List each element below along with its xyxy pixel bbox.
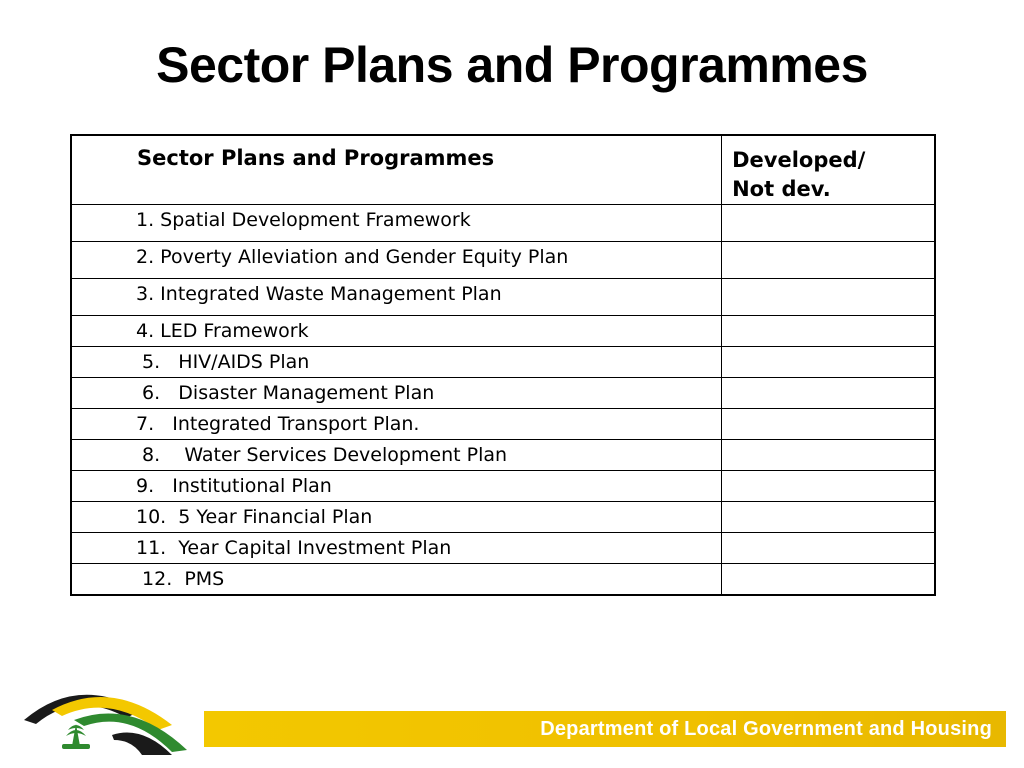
plan-name-cell bbox=[71, 347, 722, 378]
plan-label: 5. HIV/AIDS Plan bbox=[136, 351, 310, 373]
table-row bbox=[71, 409, 935, 440]
table-row bbox=[71, 347, 935, 378]
status-cell bbox=[722, 279, 935, 316]
plan-label: 3. Integrated Waste Management Plan bbox=[136, 283, 502, 305]
plan-label: 10. 5 Year Financial Plan bbox=[136, 506, 373, 528]
status-cell bbox=[722, 316, 935, 347]
status-cell bbox=[722, 347, 935, 378]
plan-name-cell bbox=[71, 564, 722, 595]
plan-label: 7. Integrated Transport Plan. bbox=[136, 413, 420, 435]
plan-name-cell bbox=[71, 409, 722, 440]
table-row bbox=[71, 316, 935, 347]
plan-label: 11. Year Capital Investment Plan bbox=[136, 537, 452, 559]
table-row bbox=[71, 533, 935, 564]
status-cell bbox=[722, 440, 935, 471]
sector-plans-table bbox=[70, 134, 936, 596]
department-name: Department of Local Government and Housing bbox=[540, 718, 992, 740]
status-cell bbox=[722, 242, 935, 279]
plan-name-cell bbox=[71, 533, 722, 564]
status-cell bbox=[722, 409, 935, 440]
status-cell bbox=[722, 378, 935, 409]
header-status-label: Developed/ Not dev. bbox=[732, 148, 866, 201]
plan-name-cell bbox=[71, 471, 722, 502]
table-row bbox=[71, 502, 935, 533]
table-row bbox=[71, 378, 935, 409]
status-cell bbox=[722, 205, 935, 242]
header-status bbox=[722, 135, 935, 205]
plan-label: 8. Water Services Development Plan bbox=[136, 444, 508, 466]
table-header-row bbox=[71, 135, 935, 205]
plan-label: 1. Spatial Development Framework bbox=[136, 209, 471, 231]
status-cell bbox=[722, 564, 935, 595]
plan-label: 9. Institutional Plan bbox=[136, 475, 332, 497]
table-row bbox=[71, 471, 935, 502]
plan-name-cell bbox=[71, 205, 722, 242]
status-cell bbox=[722, 533, 935, 564]
plan-label: 6. Disaster Management Plan bbox=[136, 382, 435, 404]
table-row bbox=[71, 279, 935, 316]
plan-name-cell bbox=[71, 316, 722, 347]
plan-name-cell bbox=[71, 378, 722, 409]
header-plan-name: Sector Plans and Programmes bbox=[71, 135, 722, 205]
plan-name-cell bbox=[71, 440, 722, 471]
plan-name-cell bbox=[71, 502, 722, 533]
plan-label: 2. Poverty Alleviation and Gender Equity Plan bbox=[136, 246, 569, 268]
table-row bbox=[71, 564, 935, 595]
table-row bbox=[71, 440, 935, 471]
plan-label: 12. PMS bbox=[136, 568, 225, 590]
page-title: Sector Plans and Programmes bbox=[156, 37, 868, 93]
table-row bbox=[71, 205, 935, 242]
table-row bbox=[71, 242, 935, 279]
provincial-logo-icon bbox=[22, 680, 192, 755]
status-cell bbox=[722, 471, 935, 502]
plan-label: 4. LED Framework bbox=[136, 320, 309, 342]
status-cell bbox=[722, 502, 935, 533]
plan-name-cell bbox=[71, 242, 722, 279]
plan-name-cell bbox=[71, 279, 722, 316]
footer-band bbox=[204, 711, 1006, 747]
